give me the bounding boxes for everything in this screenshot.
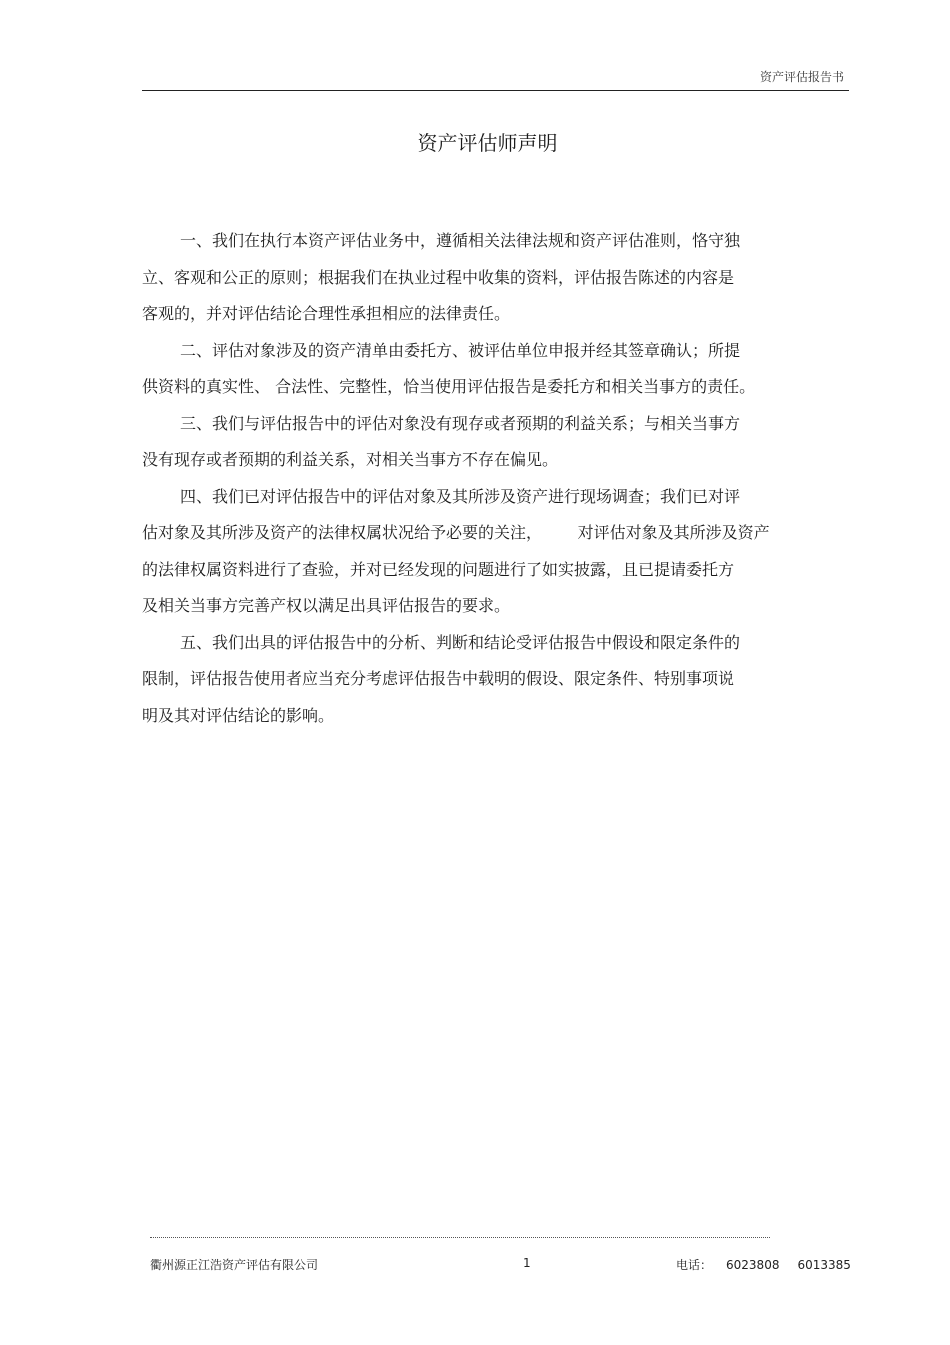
- phone-number-1: 6023808: [726, 1258, 780, 1272]
- footer-company: 衢州源正江浩资产评估有限公司: [150, 1258, 319, 1272]
- statement-body: [142, 223, 810, 734]
- footer-phone: [676, 1256, 851, 1273]
- paragraph-line: 明及其对评估结论的影响。: [142, 705, 335, 725]
- paragraph-line: 的法律权属资料进行了查验，并对已经发现的问题进行了如实披露，且已提请委托方: [142, 559, 735, 579]
- header-divider: [142, 90, 849, 91]
- paragraph-line: 三、我们与评估报告中的评估对象没有现存或者预期的利益关系；与相关当事方: [180, 413, 741, 433]
- paragraph-line: 供资料的真实性、 合法性、完整性，恰当使用评估报告是委托方和相关当事方的责任。: [142, 377, 756, 396]
- paragraph-1: [142, 223, 810, 333]
- paragraph-line: 立、客观和公正的原则；根据我们在执业过程中收集的资料，评估报告陈述的内容是: [142, 267, 735, 287]
- paragraph-line: 及相关当事方完善产权以满足出具评估报告的要求。: [142, 596, 511, 615]
- paragraph-line: 估对象及其所涉及资产的法律权属状况给予必要的关注， 对评估对象及其所涉及资产: [142, 523, 770, 542]
- paragraph-3: [142, 406, 810, 479]
- paragraph-line: 客观的，并对评估结论合理性承担相应的法律责任。: [142, 304, 511, 323]
- paragraph-line: 五、我们出具的评估报告中的分析、判断和结论受评估报告中假设和限定条件的: [180, 632, 741, 652]
- page-number: 1: [523, 1256, 531, 1270]
- phone-label: 电话：: [676, 1258, 713, 1272]
- paragraph-5: [142, 625, 810, 735]
- page-header: 资产评估报告书: [759, 70, 844, 84]
- paragraph-line: 限制，评估报告使用者应当充分考虑评估报告中载明的假设、限定条件、特别事项说: [142, 669, 735, 688]
- page-title: 资产评估师声明: [417, 131, 558, 155]
- footer-divider: [150, 1237, 770, 1238]
- paragraph-line: 二、评估对象涉及的资产清单由委托方、被评估单位申报并经其签章确认；所提: [180, 340, 741, 360]
- paragraph-line: 没有现存或者预期的利益关系，对相关当事方不存在偏见。: [142, 450, 559, 469]
- phone-number-2: 6013385: [797, 1258, 851, 1272]
- paragraph-4: [142, 479, 810, 625]
- paragraph-line: 四、我们已对评估报告中的评估对象及其所涉及资产进行现场调查；我们已对评: [180, 486, 741, 506]
- paragraph-2: [142, 333, 810, 406]
- paragraph-line: 一、我们在执行本资产评估业务中，遵循相关法律法规和资产评估准则，恪守独: [180, 231, 741, 250]
